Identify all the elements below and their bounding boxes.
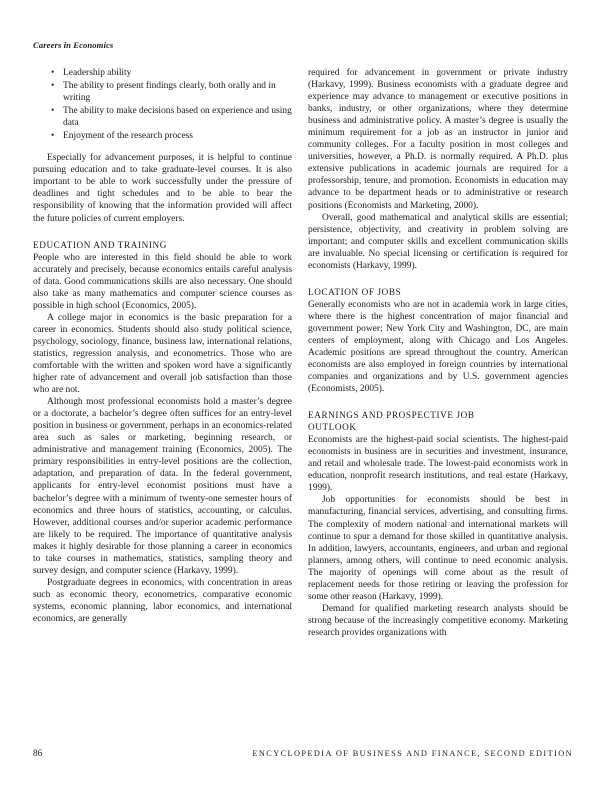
list-item: • The ability to make decisions based on experience and using data [63, 105, 292, 129]
paragraph-education-3: Although most professional economists hold a master’s degree or a doctorate, a bachelor’s degree often suffices for an entry-level position in business or government, perhaps in an economics-related area such as sales or marketing, beginning research, or administrative and management training (Economics, 2005). The primary responsibilities in entry-level positions are the collection, adaptation, and preparation of data. In the federal government, applicants for entry-level economist positions must have a bachelor’s degree with a minimum of twenty-one semester hours of economics and three hours of statistics, accounting, or calculus. However, additional courses and/or superior academic performance are likely to be required. The importance of quantitative analysis makes it highly desirable for those planning a career in economics to take courses in mathematics, statistics, sampling theory and survey design, and computer science (Harkavy, 1999). [33, 397, 292, 576]
paragraph-education-1: People who are interested in this field should be able to work accurately and precisely, because economics entails careful analysis of data. Good communications skills are also necessary. One should also take as many mathematics and computer science courses as possible in high school (Economics, 2005). [33, 252, 292, 311]
list-item: • The ability to present findings clearly, both orally and in writing [63, 80, 292, 104]
page-number: 86 [33, 749, 43, 759]
section-heading-earnings [308, 409, 568, 433]
left-column [33, 67, 292, 625]
book-title: ENCYCLOPEDIA OF BUSINESS AND FINANCE, SECOND EDITION [252, 749, 573, 758]
paragraph-location: Generally economists who are not in academia work in large cities, where there is the highest concentration of major financial and government power; New York City and Washington, DC, are main centers of employment, along with Chicago and Los Angeles. Academic positions are spread throughout the country. American economists are also employed in foreign countries by international companies and organizations and by U.S. government agencies (Economists, 2005). [308, 299, 568, 395]
paragraph-earnings-1: Economists are the highest-paid social scientists. The highest-paid economists in business are in securities and investment, insurance, and retail and wholesale trade. The lowest-paid economists work in education, nonprofit research institutions, and real estate (Harkavy, 1999). [308, 435, 568, 494]
heading-line-2: OUTLOOK [308, 422, 357, 433]
paragraph-overall: Overall, good mathematical and analytical skills are essential; persistence, objectivity, and creativity in problem solving are important; and computer skills and excellent communication skills are invaluable. No special licensing or certification is required for economists (Harkavy, 1999). [308, 212, 568, 271]
section-heading-location: LOCATION OF JOBS [308, 286, 402, 297]
heading-line-1: EARNINGS AND PROSPECTIVE JOB [308, 410, 475, 421]
right-column [308, 67, 568, 639]
paragraph-continuation: required for advancement in government or private industry (Harkavy, 1999). Business economists with a graduate degree and experience may advance to management or executive positions in banks, industry, or other organizations, where they determine business and administrative policy. A master’s degree is usually the minimum requirement for a job as an instructor in junior and community colleges. For a faculty position in most colleges and universities, however, a Ph.D. is normally required. A Ph.D. plus extensive publications in academic journals are required for a professorship, tenure, and promotion. Economists in education may advance to be department heads or to administrative or research positions (Economists and Marketing, 2000). [308, 68, 568, 211]
running-header: Careers in Economics [33, 40, 114, 50]
list-item: • Enjoyment of the research process [63, 130, 292, 142]
paragraph-education-4: Postgraduate degrees in economics, with concentration in areas such as economic theory, econometrics, comparative economic systems, economic planning, labor economics, and international economics, are generally [33, 577, 292, 624]
skills-bullet-list [33, 67, 292, 142]
paragraph-earnings-3: Demand for qualified marketing research analysts should be strong because of the increasingly competitive economy. Marketing research provides organizations with [308, 603, 568, 638]
paragraph-earnings-2: Job opportunities for economists should be best in manufacturing, financial services, advertising, and consulting firms. The complexity of modern national and international markets will continue to spur a demand for those skilled in quantitative analysis. In addition, lawyers, accountants, engineers, and urban and regional planners, among others, will continue to need economic analysis. The majority of openings will come about as the result of replacement needs for those retiring or leaving the profession for some other reason (Harkavy, 1999). [308, 495, 568, 602]
paragraph-education-2: A college major in economics is the basic preparation for a career in economics. Students should also study political science, psychology, sociology, finance, business law, international relations, statistics, regression analysis, and econometrics. Those who are comfortable with the written and spoken word have a significantly higher rate of advancement and overall job satisfaction than those who are not. [33, 312, 292, 396]
paragraph-intro: Especially for advancement purposes, it is helpful to continue pursuing education and to take graduate-level courses. It is also important to be able to work successfully under the pressure of deadlines and tight schedules and to be able to bear the responsibility of knowing that the information provided will affect the future policies of current employers. [33, 153, 292, 224]
list-item: • Leadership ability [63, 67, 292, 79]
section-heading-education: EDUCATION AND TRAINING [33, 239, 167, 250]
